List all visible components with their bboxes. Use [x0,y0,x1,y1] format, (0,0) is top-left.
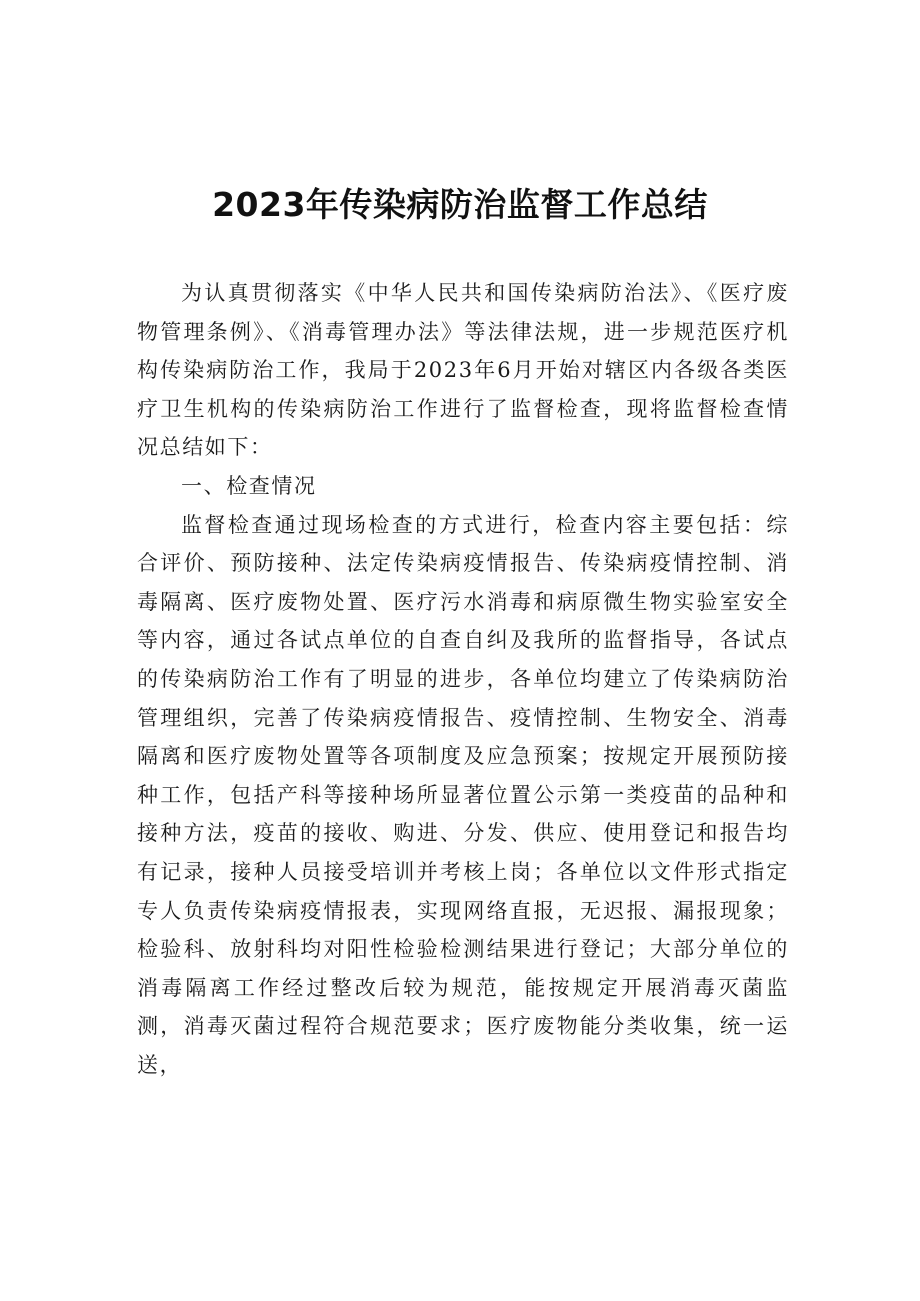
inspection-paragraph: 监督检查通过现场检查的方式进行，检查内容主要包括：综合评价、预防接种、法定传染病疫情报告、传染病疫情控制、消毒隔离、医疗废物处置、医疗污水消毒和病原微生物实验室安全等内容，通过各试点单位的自查自纠及我所的监督指导，各试点的传染病防治工作有了明显的进步，各单位均建立了传染病防治管理组织，完善了传染病疫情报告、疫情控制、生物安全、消毒隔离和医疗废物处置等各项制度及应急预案；按规定开展预防接种工作，包括产科等接种场所显著位置公示第一类疫苗的品种和接种方法，疫苗的接收、购进、分发、供应、使用登记和报告均有记录，接种人员接受培训并考核上岗；各单位以文件形式指定专人负责传染病疫情报表，实现网络直报，无迟报、漏报现象；检验科、放射科均对阳性检验检测结果进行登记；大部分单位的消毒隔离工作经过整改后较为规范，能按规定开展消毒灭菌监测，消毒灭菌过程符合规范要求；医疗废物能分类收集，统一运送， [137,512,789,1077]
section-heading-inspection: 一、检查情况 [181,473,317,498]
document-title: 2023年传染病防治监督工作总结 [212,185,708,224]
intro-paragraph: 为认真贯彻落实《中华人民共和国传染病防治法》、《医疗废物管理条例》、《消毒管理办法》等法律法规，进一步规范医疗机构传染病防治工作，我局于2023年6月开始对辖区内各级各类医疗卫生机构的传染病防治工作进行了监督检查，现将监督检查情况总结如下： [137,281,789,460]
document-body [137,274,789,1084]
